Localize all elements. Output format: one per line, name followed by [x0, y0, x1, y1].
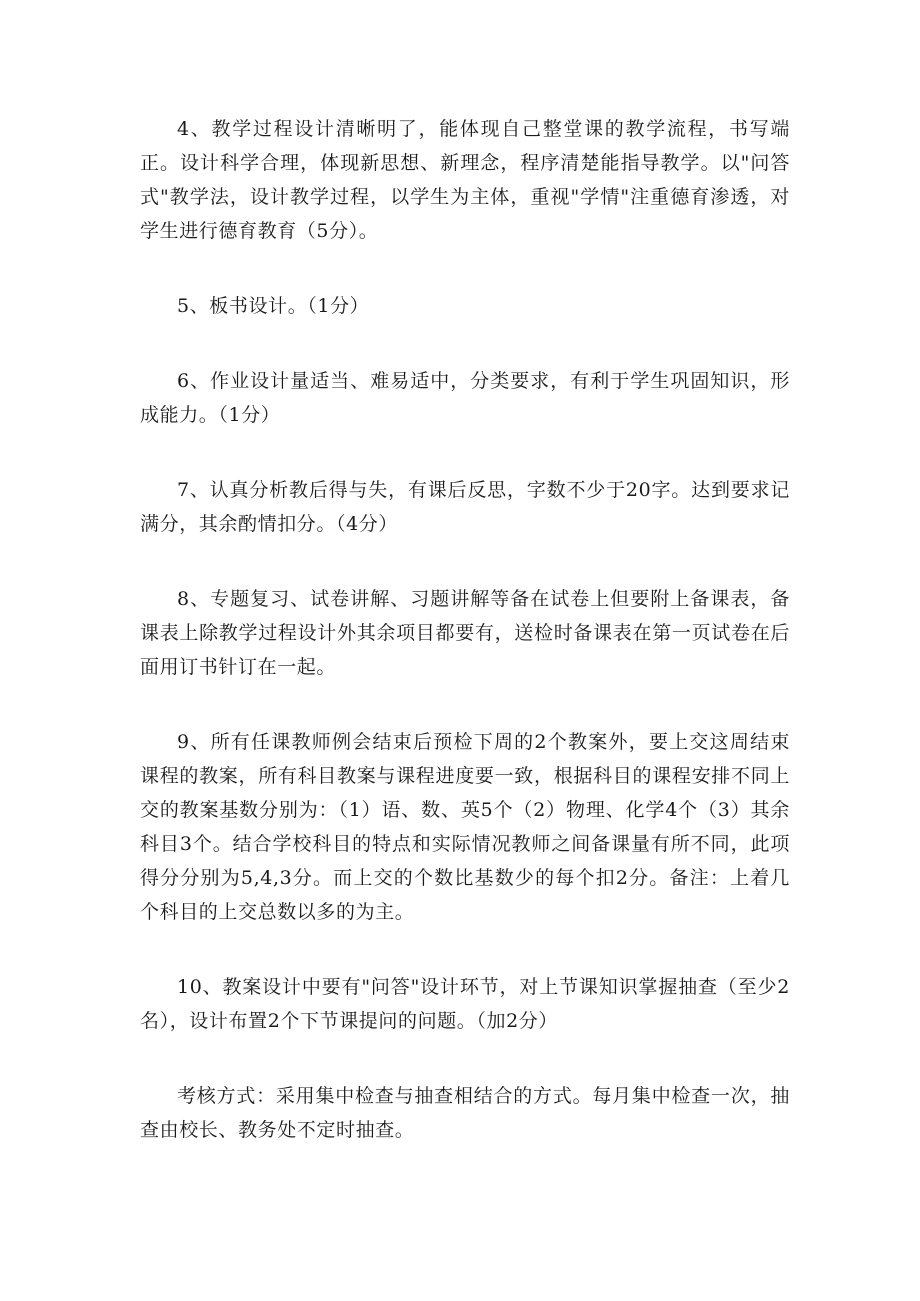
- paragraph-item-6: 6、作业设计量适当、难易适中，分类要求，有利于学生巩固知识，形成能力。（1分）: [140, 370, 790, 426]
- paragraph-item-10: 10、教案设计中要有"问答"设计环节，对上节课知识掌握抽查（至少2名），设计布置2个下节课提问的问题。（加2分）: [140, 976, 790, 1032]
- paragraph-item-4: 4、教学过程设计清晰明了，能体现自己整堂课的教学流程，书写端正。设计科学合理，体现新思想、新理念，程序清楚能指导教学。以"问答式"教学法，设计教学过程，以学生为主体，重视"学情"注重德育渗透，对学生进行德育教育（5分）。: [140, 118, 790, 242]
- paragraph-item-9: 9、所有任课教师例会结束后预检下周的2个教案外，要上交这周结束课程的教案，所有科目教案与课程进度要一致，根据科目的课程安排不同上交的教案基数分别为：（1）语、数、英5个（2）物理、化学4个（3）其余科目3个。结合学校科目的特点和实际情况教师之间备课量有所不同，此项得分分别为5,4,3分。而上交的个数比基数少的每个扣2分。备注：上着几个科目的上交总数以多的为主。: [140, 731, 790, 923]
- paragraph-item-8: 8、专题复习、试卷讲解、习题讲解等备在试卷上但要附上备课表，备课表上除教学过程设计外其余项目都要有，送检时备课表在第一页试卷在后面用订书针订在一起。: [140, 588, 790, 678]
- paragraph-item-5: 5、板书设计。（1分）: [177, 295, 370, 317]
- document-body: [140, 112, 790, 1188]
- paragraph-item-7: 7、认真分析教后得与失，有课后反思，字数不少于20字。达到要求记满分，其余酌情扣分。（4分）: [140, 479, 790, 535]
- paragraph-assessment-method: 考核方式：采用集中检查与抽查相结合的方式。每月集中检查一次，抽查由校长、教务处不定时抽查。: [140, 1085, 790, 1141]
